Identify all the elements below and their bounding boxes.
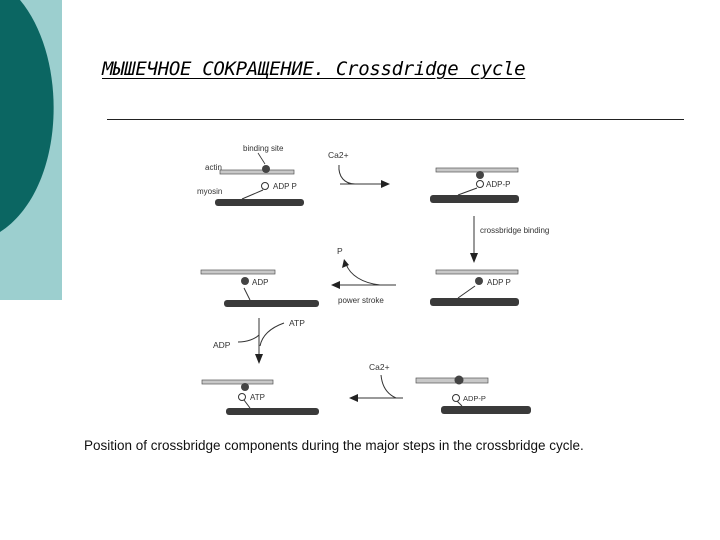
myosin-filament <box>430 195 519 203</box>
label-myosin: myosin <box>197 187 223 196</box>
label-ca-top: Ca2+ <box>328 150 349 160</box>
myosin-filament <box>224 300 319 307</box>
myosin-head <box>262 183 269 190</box>
myosin-head <box>477 181 484 188</box>
arrow-power-stroke <box>331 246 396 305</box>
decorative-side-band <box>0 0 62 300</box>
crossbridge-arm <box>458 188 477 195</box>
label-adp-arrow: ADP <box>213 340 231 350</box>
actin-filament <box>220 170 294 174</box>
label-adp-p-2: ADP-P <box>486 180 511 189</box>
panel-resting <box>197 144 304 206</box>
label-adp-p-3: ADP P <box>487 278 511 287</box>
title-divider <box>107 119 684 120</box>
crossbridge-arm <box>458 286 475 298</box>
myosin-filament <box>226 408 319 415</box>
figure-caption: Position of crossbridge components during the major steps in the crossbridge cycle. <box>84 438 584 453</box>
panel-reprimed <box>416 376 531 415</box>
panel-post-stroke <box>201 270 319 307</box>
myosin-head <box>239 394 246 401</box>
arrow-crossbridge-binding <box>470 216 549 263</box>
label-power-stroke: power stroke <box>338 296 384 305</box>
panel-bound <box>430 270 519 306</box>
arrow-atp-exchange <box>213 318 305 364</box>
crossbridge-arm <box>457 401 462 406</box>
myosin-filament <box>430 298 519 306</box>
label-crossbridge-binding: crossbridge binding <box>480 226 550 235</box>
binding-site-dot <box>262 165 270 173</box>
panel-activated <box>430 168 519 203</box>
arrow-ca-top <box>328 150 390 188</box>
slide-title: МЫШЕЧНОЕ СОКРАЩЕНИЕ. Crossdridge cycle <box>102 58 526 80</box>
myosin-filament <box>215 199 304 206</box>
actin-filament <box>436 168 518 172</box>
actin-filament <box>416 378 488 383</box>
actin-filament <box>201 270 275 274</box>
myosin-head-bound <box>241 277 249 285</box>
arrow-ca-bottom <box>349 362 403 402</box>
binding-site-dot <box>241 383 249 391</box>
label-ca-bottom: Ca2+ <box>369 362 390 372</box>
label-atp-arrow: ATP <box>289 318 305 328</box>
label-binding-site: binding site <box>243 144 284 153</box>
panel-detached <box>202 380 319 415</box>
label-atp-bottom: ATP <box>250 393 265 402</box>
label-adp-p-1: ADP P <box>273 182 297 191</box>
binding-site-dot <box>455 376 464 385</box>
myosin-filament <box>441 406 531 414</box>
binding-site-dot <box>476 171 484 179</box>
myosin-head-bound <box>475 277 483 285</box>
myosin-head <box>453 395 460 402</box>
crossbridge-arm <box>242 190 263 199</box>
label-p: P <box>337 246 343 256</box>
label-adp-mid: ADP <box>252 278 269 287</box>
label-actin: actin <box>205 163 222 172</box>
crossbridge-arm <box>244 288 250 300</box>
actin-filament <box>436 270 518 274</box>
actin-filament <box>202 380 273 384</box>
label-adp-p-4: ADP-P <box>463 394 486 403</box>
